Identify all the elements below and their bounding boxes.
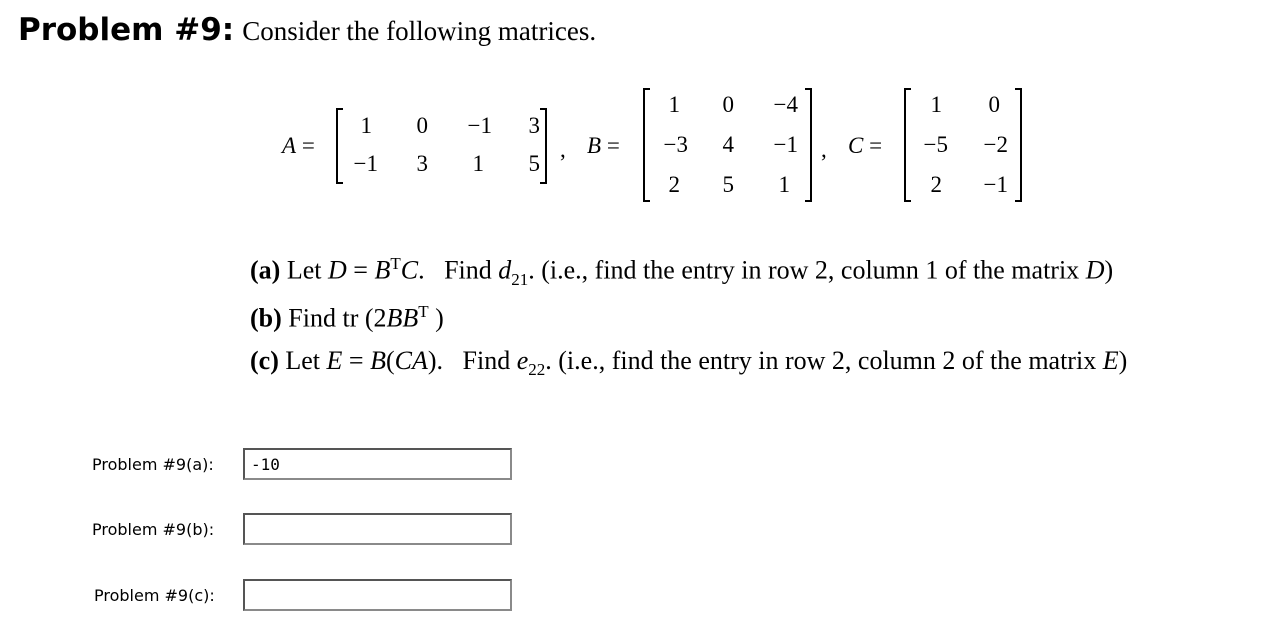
matrix-b-left-bracket [643, 88, 650, 202]
matrix-a-cell: 3 [416, 151, 428, 176]
matrix-b-cell: −1 [773, 132, 798, 157]
matrix-separator: , [821, 137, 827, 162]
matrix-a-cell: 1 [472, 151, 484, 176]
matrix-a-cell: 5 [528, 151, 540, 176]
problem-title: Problem #9: [18, 12, 235, 48]
matrix-a-cell: −1 [467, 113, 492, 138]
matrix-c-label: C = [848, 133, 883, 158]
matrix-b-cell: 4 [722, 132, 734, 157]
matrix-c-cell: −5 [923, 132, 948, 157]
matrix-a-cell: 0 [416, 113, 428, 138]
matrix-a-cell: −1 [353, 151, 378, 176]
question-a: (a) Let $D = B^TC$. Find $d_{21}$. (i.e., find the entry in row 2, column 1 of the matrix D) [250, 254, 1114, 289]
matrix-a-label: A = [282, 133, 315, 158]
answer-b-label: Problem #9(b): [92, 520, 215, 539]
matrix-a-cell: 1 [360, 113, 372, 138]
matrix-c-left-bracket [904, 88, 911, 202]
matrix-b-cell: −3 [663, 132, 688, 157]
matrix-c-cell: −2 [983, 132, 1008, 157]
matrix-b-cell: 1 [778, 172, 790, 197]
matrix-c-cell: 0 [988, 92, 1000, 117]
matrix-a-left-bracket [336, 108, 343, 184]
matrix-b-cell: 1 [668, 92, 680, 117]
matrix-c-cell: −1 [983, 172, 1008, 197]
answer-b-input[interactable] [243, 513, 512, 545]
matrix-separator: , [560, 137, 566, 162]
answer-a-label: Problem #9(a): [92, 455, 214, 474]
problem-header [18, 12, 596, 48]
matrix-c-cell: 1 [930, 92, 942, 117]
matrix-b-label: B = [587, 133, 620, 158]
matrix-a-right-bracket [540, 108, 547, 184]
matrix-b-cell: 0 [722, 92, 734, 117]
answer-a-input[interactable] [243, 448, 512, 480]
matrix-a-cell: 3 [528, 113, 540, 138]
problem-intro: Consider the following matrices. [242, 16, 597, 46]
matrix-b-cell: 2 [668, 172, 680, 197]
matrix-c-cell: 2 [930, 172, 942, 197]
matrix-b-cell: −4 [773, 92, 798, 117]
matrix-c-right-bracket [1015, 88, 1022, 202]
matrix-b-cell: 5 [722, 172, 734, 197]
question-c: (c) Let E = B(CA). Find $e_{22}$. (i.e., find the entry in row 2, column 2 of the matrix E) [250, 346, 1128, 380]
answer-c-input[interactable] [243, 579, 512, 611]
question-b: (b) Find tr ($2BB^T$ ) [250, 302, 444, 333]
answer-c-label: Problem #9(c): [94, 586, 215, 605]
matrix-b-right-bracket [805, 88, 812, 202]
